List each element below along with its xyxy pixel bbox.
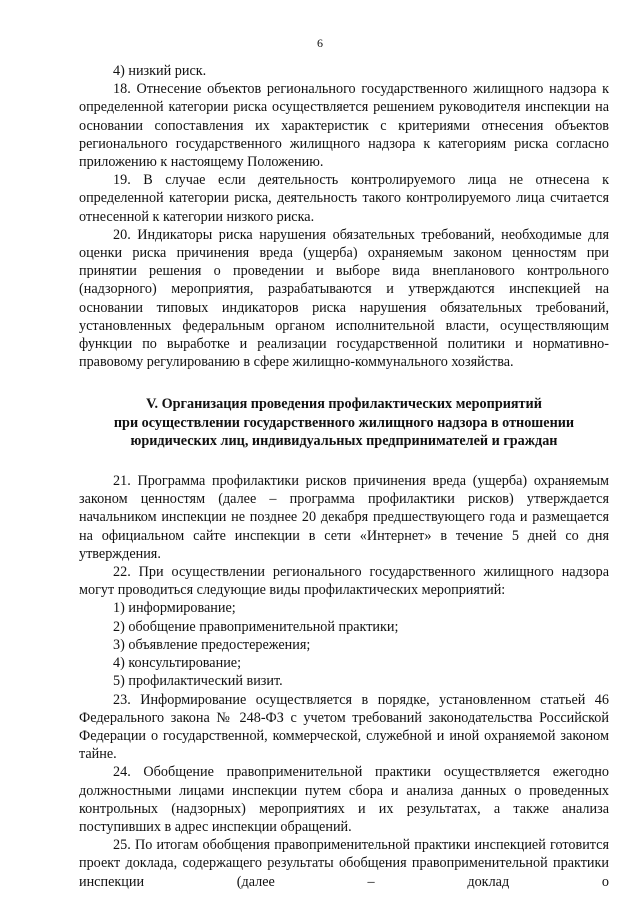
paragraph: 21. Программа профилактики рисков причинения вреда (ущерба) охраняемым законом ценностям (далее – программа профилактики рисков) утверждается начальником инспекции не позднее 20 декабря предшествующего года и размещается на официальном сайте инспекции в сети «Интернет» в течение 5 дней со дня утверждения. (79, 473, 609, 562)
paragraph: 20. Индикаторы риска нарушения обязательных требований, необходимые для оценки риска причинения вреда (ущерба) охраняемым законом ценностям при принятии решения о проведении и выборе вида внепланового контрольного (надзорного) мероприятия, разрабатываются и утверждаются инспекцией на основании типовых индикаторов риска нарушения обязательных требований, установленных федеральным органом исполнительной власти, осуществляющим функции по выработке и реализации государственной политики и нормативно-правовому регулированию в сфере жилищно-коммунального хозяйства. (79, 226, 609, 371)
paragraph: 25. По итогам обобщения правоприменительной практики инспекцией готовится проект доклада, содержащего результаты обобщения правоприменительной практики инспекции (далее – доклад о (79, 837, 609, 890)
list-item: 2) обобщение правоприменительной практики; (113, 618, 399, 635)
paragraph: 23. Информирование осуществляется в порядке, установленном статьей 46 Федерального закона № 248-ФЗ с учетом требований законодательства Российской Федерации о государственной, коммерческой, служебной и иной охраняемой законом тайне. (79, 691, 609, 763)
document-body (79, 62, 609, 891)
paragraph: 4) низкий риск. (113, 63, 207, 79)
page-number: 6 (317, 36, 323, 50)
paragraph: 24. Обобщение правоприменительной практики осуществляется ежегодно должностными лицами инспекции путем сбора и анализа данных о проведенных контрольных (надзорных) мероприятиях и их результатах, а также анализа поступивших в адрес инспекции обращений. (79, 764, 609, 835)
paragraph: 22. При осуществлении регионального государственного жилищного надзора могут проводиться следующие виды профилактических мероприятий: (79, 564, 609, 599)
list-item: 1) информирование; (113, 600, 236, 617)
paragraph: 19. В случае если деятельность контролируемого лица не отнесена к определенной категории риска, деятельность такого контролируемого лица считается отнесенной к категории низкого риска. (79, 172, 609, 225)
list-item: 5) профилактический визит. (113, 673, 283, 690)
section-heading-line: при осуществлении государственного жилищного надзора в отношении (113, 414, 575, 431)
section-heading-line: V. Организация проведения профилактических мероприятий (146, 396, 542, 413)
list-item: 4) консультирование; (113, 655, 242, 672)
list-item: 3) объявление предостережения; (113, 636, 311, 653)
section-heading-line: юридических лиц, индивидуальных предпринимателей и граждан (130, 432, 558, 449)
section-heading (79, 395, 609, 450)
paragraph: 18. Отнесение объектов регионального государственного жилищного надзора к определенной категории риска осуществляется решением руководителя инспекции на основании сопоставления их характеристик с критериями отнесения объектов регионального государственного жилищного надзора к категориям риска согласно приложению к настоящему Положению. (79, 81, 609, 171)
